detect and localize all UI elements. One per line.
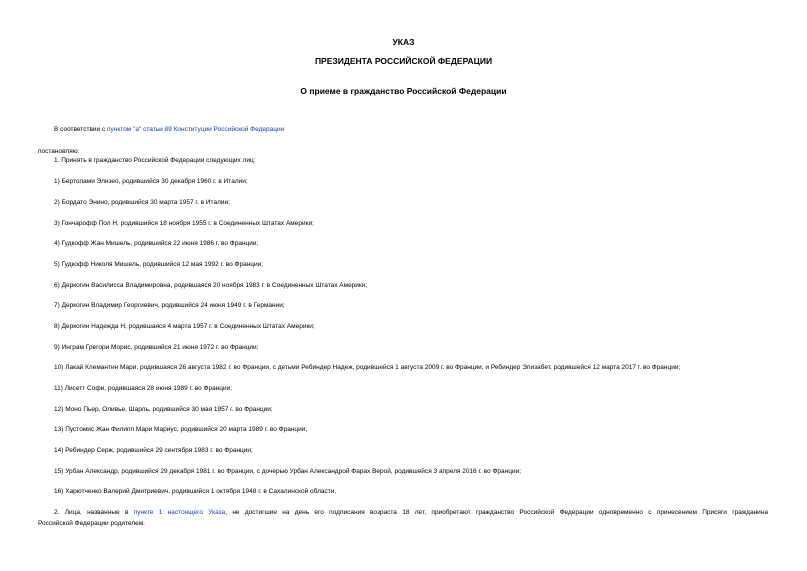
clause-2-text: , не достигшие на день его подписания возраста 18 лет, приобретают гражданство Российской Федерации одновременно с принесением Присяги гражданина bbox=[225, 509, 769, 516]
decree-topic: О приеме в гражданство Российской Федерации bbox=[300, 86, 507, 96]
preamble-text: В соответствии с bbox=[54, 126, 108, 133]
clause-2 bbox=[38, 507, 768, 529]
list-item: 12) Моно Пьер, Оливье, Шарль, родившийся 30 мая 1957 г. во Франции; bbox=[54, 406, 273, 413]
preamble bbox=[54, 126, 284, 134]
decree-issuer: ПРЕЗИДЕНТА РОССИЙСКОЙ ФЕДЕРАЦИИ bbox=[314, 56, 493, 66]
list-item: 10) Лакай Клемантин Мари, родившаяся 26 августа 1982 г. во Франции, с детьми Ребиндер Надеж, родившейся 1 августа 2009 г. во Франции, и Ребиндер Элизабет, родившейся 12 марта 2017 г. во Франции; bbox=[54, 364, 681, 371]
list-item: 15) Урбан Александр, родившийся 29 декабря 1981 г. во Франции, с дочерью Урбан Александрой Фарах Верой, родившейся 3 апреля 2016 г. во Франции; bbox=[54, 468, 522, 475]
list-item: 6) Деркогин Василисса Владимировна, родившаяся 20 ноября 1983 г. в Соединенных Штатах Америки; bbox=[54, 282, 368, 289]
list-item: 4) Гудкофф Жан Мишель, родившийся 22 июня 1986 г. во Франции; bbox=[54, 240, 259, 247]
list-item: 7) Деркогин Владимир Георгиевич, родившийся 24 июня 1949 г. в Германии; bbox=[54, 302, 285, 309]
list-item: 16) Харютченко Валерий Дмитриевич, родившийся 1 октября 1948 г. в Сахалинской области. bbox=[54, 488, 337, 495]
list-item: 1) Бертолами Элизео, родившийся 30 декабря 1960 г. в Италии; bbox=[54, 178, 248, 185]
list-item: 14) Ребиндер Серж, родившийся 29 сентября 1983 г. во Франции; bbox=[54, 447, 253, 454]
clause-1: 1. Принять в гражданство Российской Федерации следующих лиц: bbox=[54, 157, 256, 164]
list-item: 3) Гончарофф Пол Н, родившийся 18 ноября 1955 г. в Соединенных Штатах Америки; bbox=[54, 220, 314, 227]
list-item: 5) Гудкофф Николя Мишель, родившийся 12 мая 1992 г. во Франции; bbox=[54, 261, 264, 268]
list-item: 8) Деркогин Надежда Н, родившаяся 4 марта 1957 г. в Соединенных Штатах Америки; bbox=[54, 323, 315, 330]
list-item: 9) Инграм Грегори Морис, родившийся 21 июня 1972 г. во Франции; bbox=[54, 344, 259, 351]
clause-1-link[interactable]: пункте 1 настоящего Указа bbox=[133, 509, 226, 516]
list-item: 2) Бордато Энино, родившийся 30 марта 1957 г. в Италии; bbox=[54, 199, 230, 206]
decree-title: УКАЗ bbox=[392, 37, 415, 47]
clause-2-line-2: Российской Федерации родителем. bbox=[38, 520, 145, 527]
constitution-link[interactable]: пунктом "а" статьи 89 Конституции Российской Федерации bbox=[107, 126, 285, 133]
decree-word: постановляю: bbox=[38, 148, 80, 155]
clause-2-line-1 bbox=[38, 507, 768, 518]
clause-2-prefix: 2. Лица, названные в bbox=[54, 509, 134, 516]
list-item: 13) Пустомис Жан Филипп Мари Мариус, родившийся 20 марта 1989 г. во Франции; bbox=[54, 426, 308, 433]
list-item: 11) Лисетт Софи, родившаяся 28 июня 1989 г. во Франции; bbox=[54, 385, 233, 392]
